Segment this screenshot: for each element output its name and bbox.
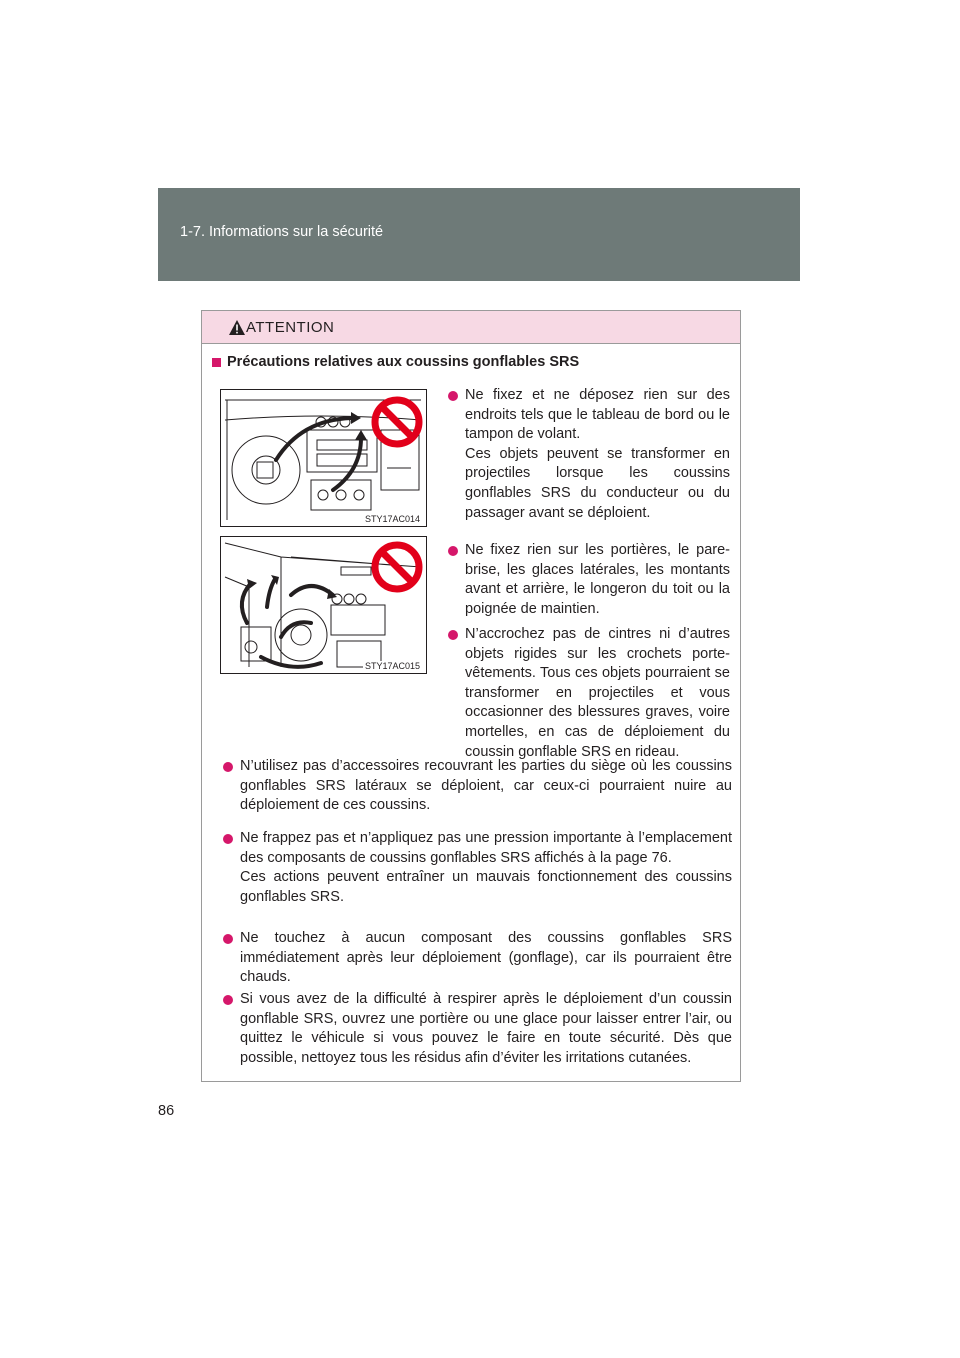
bullet-dot-icon bbox=[448, 630, 458, 640]
warning-triangle-icon bbox=[228, 319, 246, 336]
bullet-dot-icon bbox=[223, 934, 233, 944]
figure-cabin bbox=[220, 536, 427, 674]
figure-code: STY17AC014 bbox=[364, 514, 420, 524]
bullet-dot-icon bbox=[448, 546, 458, 556]
bullet-dot-icon bbox=[223, 995, 233, 1005]
bullet-text: Ne touchez à aucun composant des coussins gonflables SRS immédiatement après leur déploiement (gonflage), car ils pourraient être chauds. bbox=[240, 930, 732, 986]
bullet-text: Si vous avez de la difficulté à respirer après le déploiement d’un coussin gonflable SRS, ouvrez une portière ou une glace pour laisser entrer l’air, ou quittez le véhicule si vous pouvez le faire en toute sécurité. Dès que possible, nettoyez tous les résidus afin d’éviter les irritations cutanées. bbox=[240, 991, 732, 1066]
section-header bbox=[158, 188, 800, 281]
list-item bbox=[240, 990, 732, 1068]
warning-bar bbox=[202, 311, 740, 344]
bullet-text: Ne fixez et ne déposez rien sur des endroits tels que le tableau de bord ou le tampon de volant. Ces objets peuvent se transformer en projectiles lorsque les coussins gonflables SRS du conducteur ou du passager avant se déploient. bbox=[465, 387, 730, 521]
figure-code: STY17AC015 bbox=[364, 661, 420, 671]
prohibited-sign-icon bbox=[371, 396, 423, 448]
bullet-text: Ne frappez pas et n’appliquez pas une pression importante à l’emplacement des composants de coussins gonflables SRS affichés à la page 76. Ces actions peuvent entraîner un mauvais fonctionnement des coussins gonflables SRS. bbox=[240, 830, 732, 905]
page-number: 86 bbox=[158, 1103, 175, 1119]
figure-dashboard bbox=[220, 389, 427, 527]
bullet-text: N’utilisez pas d’accessoires recouvrant les parties du siège où les coussins gonflables SRS latéraux se déploient, car ceux-ci pourraient nuire au déploiement de ces coussins. bbox=[240, 758, 732, 814]
subsection-heading bbox=[212, 354, 579, 370]
list-item bbox=[240, 757, 732, 816]
prohibited-sign-icon bbox=[371, 541, 423, 593]
bullet-text: Ne fixez rien sur les portières, le pare-brise, les glaces latérales, les montants avant et arrière, le longeron du toit ou la poignée de maintien. bbox=[465, 542, 730, 617]
warning-title: ATTENTION bbox=[246, 319, 335, 336]
square-bullet-icon bbox=[212, 358, 221, 367]
bullet-dot-icon bbox=[448, 391, 458, 401]
subsection-heading-text: Précautions relatives aux coussins gonflables SRS bbox=[227, 354, 580, 370]
warning-box bbox=[201, 310, 741, 1082]
section-title-text: 1-7. Informations sur la sécurité bbox=[180, 224, 384, 240]
list-item bbox=[465, 386, 730, 523]
list-item bbox=[240, 929, 732, 988]
bullet-text: N’accrochez pas de cintres ni d’autres objets rigides sur les crochets porte-vêtements. Tous ces objets pourraient se transformer en projectiles et vous occasionner des blessures graves, voire mortelles, en cas de déploiement du coussin gonflable SRS en rideau. bbox=[465, 626, 730, 760]
list-item bbox=[465, 541, 730, 619]
list-item bbox=[465, 625, 730, 762]
list-item bbox=[240, 829, 732, 907]
bullet-dot-icon bbox=[223, 834, 233, 844]
bullet-dot-icon bbox=[223, 762, 233, 772]
